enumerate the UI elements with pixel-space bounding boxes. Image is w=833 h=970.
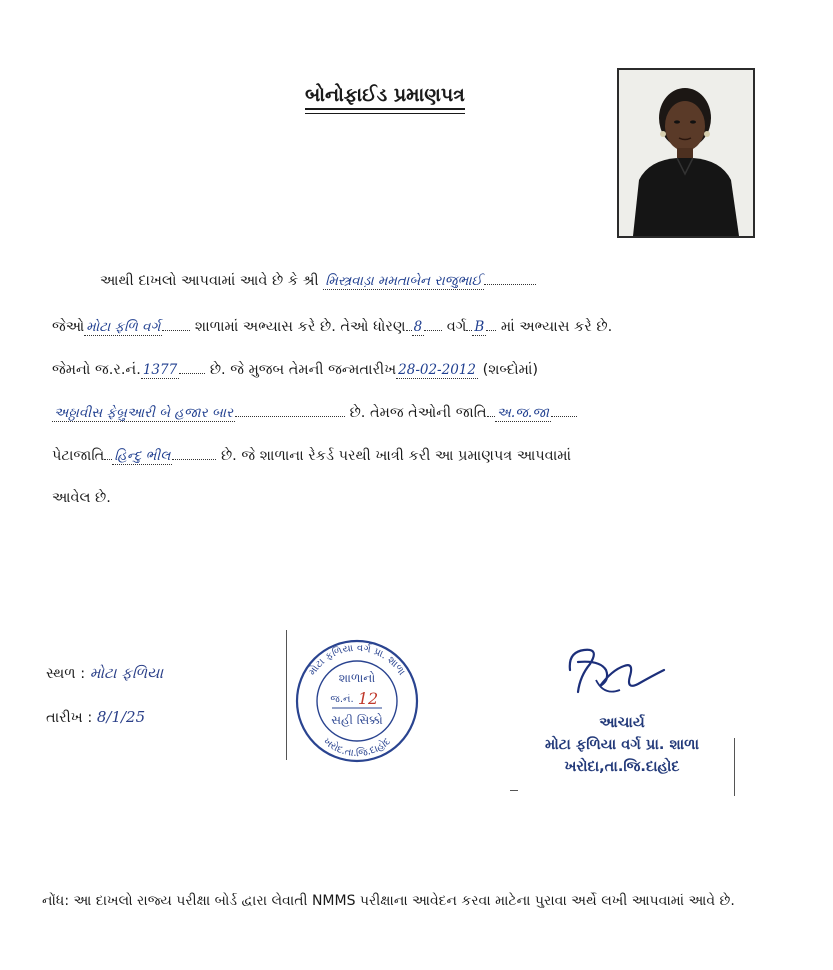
- principal-signature: [560, 640, 670, 704]
- seal-ring-top: મોટા ફળિયા વર્ગ પ્રા. શાળા: [306, 642, 408, 678]
- date-value: 8/1/25: [96, 708, 146, 726]
- student-photo: [617, 68, 755, 238]
- line2-prefix: જેઓ: [52, 319, 85, 335]
- division-value: B: [474, 319, 485, 335]
- caste-value: અ.જ.જા: [496, 405, 549, 421]
- date-row: [46, 708, 145, 726]
- principal-school: મોટા ફળિયા વર્ગ પ્રા. શાળા: [544, 737, 700, 753]
- principal-title: આચાર્ય: [599, 715, 645, 731]
- footer-note: નોંધ: આ દાખલો રાજ્ય પરીક્ષા બોર્ડ દ્વારા લેવાતી NMMS પરીક્ષાના આવેદન કરવા માટેના પુરાવા અર્થે લખી આપવામાં આવે છે.: [42, 893, 735, 909]
- date-label: તારીખ :: [46, 710, 93, 726]
- seal-jr-label: જ.નં.: [330, 694, 354, 705]
- place-row: [46, 664, 163, 682]
- certificate-line-5: [52, 445, 571, 466]
- principal-block: [507, 712, 737, 778]
- dotted-fill: [484, 270, 536, 285]
- divider: [286, 630, 287, 760]
- dotted-fill: [179, 359, 205, 374]
- line3-prefix: જેમનો જ.ર.નં.: [52, 362, 141, 378]
- certificate-title: બોનોફાઈડ પ્રમાણપત્ર: [305, 84, 465, 110]
- seal-top-text: શાળાનો: [338, 671, 376, 685]
- register-number: 1377: [142, 362, 178, 378]
- certificate-line-6: આવેલ છે.: [52, 490, 111, 506]
- certificate-line-1: [100, 270, 536, 291]
- line4-mid: છે. તેમજ તેઓની જાતિ: [349, 405, 487, 421]
- standard-value: 8: [413, 319, 423, 335]
- seal-ring-bottom: ખરોદ.તા.જિ.દાહોદ: [321, 736, 393, 760]
- line5-prefix: પેટાજાતિ: [52, 448, 105, 464]
- line3-suffix: (શબ્દોમાં): [482, 362, 539, 378]
- dotted-fill: [406, 316, 412, 331]
- line5-suffix: છે. જે શાળાના રેકર્ડ પરથી ખાત્રી કરી આ પ્રમાણપત્ર આપવામાં: [220, 448, 572, 464]
- certificate-line-2: [52, 316, 612, 337]
- dotted-fill: [487, 402, 495, 417]
- line2-suffix: માં અભ્યાસ કરે છે.: [500, 319, 613, 335]
- line3-mid: છે. જે મુજબ તેમની જન્મતારીખ: [209, 362, 397, 378]
- seal-jr-value: 12: [357, 689, 379, 708]
- line2-mid: શાળામાં અભ્યાસ કરે છે. તેઓ ધોરણ: [194, 319, 406, 335]
- dotted-fill: [486, 316, 496, 331]
- certificate-line-3: [52, 359, 538, 380]
- dotted-fill: [551, 402, 577, 417]
- line2-mid2: વર્ગ: [446, 319, 467, 335]
- dotted-fill: [172, 445, 216, 460]
- birth-date-words: અઠ્ઠાવીસ ફેબ્રુઆરી બે હજાર બાર: [54, 405, 233, 421]
- school-name-hw: મોટા ફળિ વર્ગ: [86, 319, 161, 335]
- dotted-fill: [424, 316, 442, 331]
- dotted-fill: [235, 402, 345, 417]
- seal-middle-text: સહી સિક્કો: [331, 713, 383, 727]
- student-photo-graphic: [619, 70, 753, 236]
- birth-date: 28-02-2012: [398, 362, 476, 378]
- seal-graphic: [292, 636, 422, 766]
- certificate-line-4: [52, 402, 577, 423]
- student-name: મિસ્ત્રવાડ઼ા મમતાબેન રાજુભાઈ: [325, 273, 482, 289]
- principal-address: ખરોદા,તા.જિ.દાહોદ: [564, 759, 680, 775]
- dotted-fill: [162, 316, 190, 331]
- school-seal: [292, 636, 422, 766]
- signature-graphic: [560, 640, 670, 704]
- place-label: સ્થળ :: [46, 666, 86, 682]
- divider: [510, 790, 518, 791]
- subcaste-value: હિન્દુ ભીલ: [114, 448, 171, 464]
- place-value: મોટા ફળિયા: [89, 664, 163, 682]
- line1-text: આથી દાખલો આપવામાં આવે છે કે શ્રી: [100, 273, 319, 289]
